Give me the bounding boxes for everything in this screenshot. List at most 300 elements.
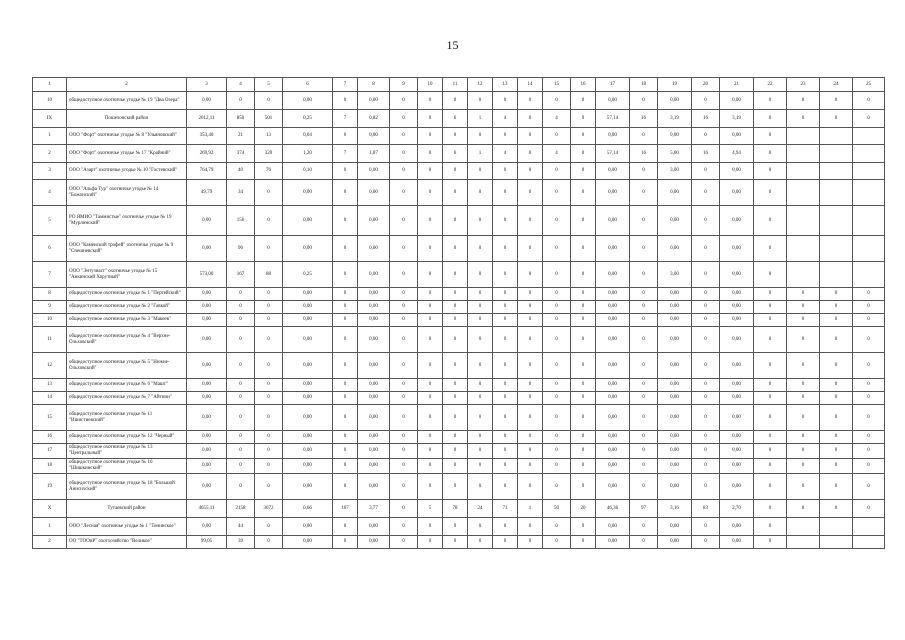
table-cell: 0 <box>493 180 518 206</box>
table-cell: 0 <box>518 459 543 474</box>
table-cell: 5 <box>33 206 67 236</box>
table-cell: 0 <box>820 474 853 500</box>
table-cell: 0,00 <box>358 444 390 459</box>
row-name-cell: ООО "Альфа Тур" охотничье угодье № 14 "Божонский" <box>67 180 187 206</box>
table-cell: 0,00 <box>658 392 692 405</box>
table-cell: 0,00 <box>658 405 692 431</box>
table-cell: 0,00 <box>358 474 390 500</box>
table-cell: 0 <box>630 392 658 405</box>
table-cell: 0 <box>692 405 720 431</box>
table-cell: 0 <box>853 444 885 459</box>
table-cell: 0,00 <box>596 431 630 444</box>
column-header-23: 23 <box>787 78 820 92</box>
table-cell: 0 <box>493 206 518 236</box>
table-cell: 0 <box>787 431 820 444</box>
table-cell: 0 <box>692 236 720 262</box>
table-cell: 0 <box>418 206 443 236</box>
table-cell: 0 <box>630 92 658 110</box>
table-cell <box>820 236 853 262</box>
table-cell: 0 <box>543 327 571 353</box>
table-cell: 0 <box>468 459 493 474</box>
table-cell: 0 <box>468 405 493 431</box>
table-cell: 1 <box>518 500 543 518</box>
row-name-cell: общедоступное охотничье угодье № 3 "Макеев" <box>67 314 187 327</box>
table-cell: 0,00 <box>187 392 227 405</box>
table-cell: 0 <box>418 163 443 180</box>
row-name-cell: общедоступное охотничье угодье № 6 "Машт" <box>67 379 187 392</box>
table-cell: 0 <box>518 110 543 128</box>
table-cell: 0,00 <box>658 353 692 379</box>
table-cell: 0 <box>468 474 493 500</box>
table-cell: 0 <box>543 536 571 549</box>
table-cell: 76 <box>255 163 283 180</box>
table-cell: 44 <box>227 518 255 536</box>
table-cell: 0,10 <box>283 163 333 180</box>
table-cell <box>820 163 853 180</box>
table-cell: 0 <box>333 518 358 536</box>
table-cell: 0,00 <box>283 92 333 110</box>
table-cell: 0 <box>418 180 443 206</box>
table-cell: 0 <box>754 110 787 128</box>
table-cell: 0,00 <box>720 444 754 459</box>
table-cell: 16 <box>33 431 67 444</box>
row-name-cell: ООО "Форт" охотничье угодье № 17 "Крайний" <box>67 145 187 163</box>
table-cell: 0 <box>468 353 493 379</box>
table-cell: 0 <box>571 459 596 474</box>
table-cell: 0 <box>692 444 720 459</box>
table-cell: 0 <box>692 536 720 549</box>
row-name-cell: общедоступное охотничье угодье № 13 "Центральный" <box>67 444 187 459</box>
table-cell: 0 <box>692 206 720 236</box>
table-cell: 0,00 <box>283 206 333 236</box>
table-cell: 0 <box>418 405 443 431</box>
table-cell: 0 <box>468 236 493 262</box>
table-cell: 0 <box>630 353 658 379</box>
table-cell: 0 <box>390 288 418 301</box>
table-cell: 0 <box>390 474 418 500</box>
table-cell: 0 <box>518 236 543 262</box>
table-cell: 0 <box>571 288 596 301</box>
table-cell: 0 <box>571 431 596 444</box>
table-cell: 0 <box>571 236 596 262</box>
table-cell: 0 <box>493 405 518 431</box>
table-cell: 0,00 <box>283 180 333 206</box>
table-cell: 0 <box>543 353 571 379</box>
table-cell: 0 <box>333 163 358 180</box>
table-cell: 0 <box>468 206 493 236</box>
table-cell: 0,00 <box>720 180 754 206</box>
table-cell: 12 <box>33 353 67 379</box>
table-cell: 0 <box>443 206 468 236</box>
table-cell: 0 <box>255 518 283 536</box>
table-cell: 78 <box>443 500 468 518</box>
table-cell: 0 <box>418 518 443 536</box>
table-cell: 0 <box>630 379 658 392</box>
table-cell: 0 <box>333 327 358 353</box>
table-row <box>33 288 885 301</box>
table-cell: 0 <box>255 92 283 110</box>
table-cell: 6 <box>443 145 468 163</box>
table-cell: 0 <box>255 180 283 206</box>
table-cell: 0 <box>543 459 571 474</box>
table-cell: 0 <box>787 92 820 110</box>
table-cell: 0 <box>255 459 283 474</box>
table-cell: 0 <box>630 314 658 327</box>
table-cell: 0 <box>820 353 853 379</box>
table-cell: 0 <box>390 327 418 353</box>
table-cell: 0 <box>630 163 658 180</box>
table-cell: 0 <box>571 536 596 549</box>
table-cell: 0,66 <box>283 500 333 518</box>
column-header-7: 7 <box>333 78 358 92</box>
table-cell: 0 <box>518 288 543 301</box>
table-cell: IX <box>33 110 67 128</box>
table-row <box>33 110 885 128</box>
table-cell: 0 <box>390 405 418 431</box>
table-cell: 0 <box>227 327 255 353</box>
table-cell: 0,00 <box>596 405 630 431</box>
table-cell: 0 <box>255 474 283 500</box>
table-cell: 0 <box>333 236 358 262</box>
table-cell: 0,00 <box>187 353 227 379</box>
column-header-3: 3 <box>187 78 227 92</box>
table-cell: 0,25 <box>283 110 333 128</box>
table-cell: 88 <box>255 262 283 288</box>
table-cell: 0 <box>468 163 493 180</box>
table-cell: 0 <box>333 431 358 444</box>
table-cell: 0 <box>418 288 443 301</box>
table-cell: 0 <box>418 474 443 500</box>
table-cell: 0 <box>493 431 518 444</box>
table-row <box>33 206 885 236</box>
table-cell: 0 <box>418 314 443 327</box>
table-cell: 0,00 <box>187 92 227 110</box>
table-cell: 0 <box>518 262 543 288</box>
table-cell: 0 <box>853 110 885 128</box>
table-cell: 0,00 <box>596 163 630 180</box>
table-cell: 0 <box>754 500 787 518</box>
row-name-cell: общедоступное охотничье угодье № 5 "Нижне-Ольховский" <box>67 353 187 379</box>
table-cell: 0,00 <box>358 92 390 110</box>
table-cell: 0,00 <box>596 353 630 379</box>
table-cell: 0,00 <box>283 474 333 500</box>
table-cell: 0 <box>787 444 820 459</box>
table-cell: 0 <box>692 474 720 500</box>
table-cell: 0 <box>571 405 596 431</box>
table-row <box>33 163 885 180</box>
table-cell: 0,00 <box>720 405 754 431</box>
table-cell: 0 <box>518 392 543 405</box>
table-cell: 0,00 <box>658 431 692 444</box>
table-cell: 1 <box>468 145 493 163</box>
table-cell: 0 <box>333 180 358 206</box>
column-header-19: 19 <box>658 78 692 92</box>
table-cell: 0 <box>754 314 787 327</box>
table-cell: 0,00 <box>187 236 227 262</box>
table-cell: 34 <box>227 180 255 206</box>
table-cell: 0 <box>853 301 885 314</box>
table-cell: 0 <box>390 392 418 405</box>
row-name-cell: общедоступное охотничье угодье № 2 "Гавкой" <box>67 301 187 314</box>
table-row <box>33 262 885 288</box>
table-cell: 0 <box>630 206 658 236</box>
table-cell: 0 <box>418 128 443 145</box>
table-cell: 0 <box>754 92 787 110</box>
table-cell: 19 <box>33 474 67 500</box>
table-cell: 0,00 <box>720 327 754 353</box>
table-cell: 0 <box>418 444 443 459</box>
row-name-cell: общедоступное охотничье угодье № 11 "Ишистиевский" <box>67 405 187 431</box>
table-cell: 0,00 <box>283 459 333 474</box>
table-cell: 0 <box>692 379 720 392</box>
table-row <box>33 518 885 536</box>
column-header-20: 20 <box>692 78 720 92</box>
table-cell: 0 <box>255 392 283 405</box>
table-cell: 4 <box>493 110 518 128</box>
column-header-6: 6 <box>283 78 333 92</box>
table-cell: 2 <box>33 536 67 549</box>
table-cell: 16 <box>692 145 720 163</box>
table-cell: 0 <box>787 110 820 128</box>
table-cell: 0 <box>255 314 283 327</box>
table-cell: 39 <box>227 536 255 549</box>
table-cell: 0,00 <box>187 431 227 444</box>
table-cell: 0,00 <box>283 392 333 405</box>
table-cell: 0 <box>754 353 787 379</box>
table-cell: 0,00 <box>596 236 630 262</box>
table-cell: 0 <box>443 431 468 444</box>
table-cell: 16 <box>692 110 720 128</box>
table-cell <box>820 206 853 236</box>
row-name-cell: общедоступное охотничье угодье № 4 "Верхне-Ольховский" <box>67 327 187 353</box>
table-cell: 0 <box>443 92 468 110</box>
table-cell: 0 <box>493 392 518 405</box>
table-cell: 0,00 <box>187 405 227 431</box>
table-cell: 0 <box>390 145 418 163</box>
table-cell: 0 <box>418 431 443 444</box>
table-cell: 0 <box>630 128 658 145</box>
table-cell: 0,00 <box>283 236 333 262</box>
table-cell: 0 <box>390 128 418 145</box>
table-cell: 0 <box>543 431 571 444</box>
table-cell: 0 <box>820 392 853 405</box>
table-cell: 0,00 <box>596 180 630 206</box>
table-cell: 50 <box>543 500 571 518</box>
table-cell: 0 <box>754 444 787 459</box>
table-cell: 0 <box>571 301 596 314</box>
table-cell: 0,00 <box>658 518 692 536</box>
table-cell: 5 <box>418 500 443 518</box>
table-cell: 0 <box>518 206 543 236</box>
table-cell: 0 <box>493 262 518 288</box>
table-cell: 0,00 <box>720 128 754 145</box>
table-cell: 0 <box>630 444 658 459</box>
column-header-18: 18 <box>630 78 658 92</box>
table-cell: 3072 <box>255 500 283 518</box>
table-cell: 0 <box>418 145 443 163</box>
table-cell: 0 <box>418 392 443 405</box>
table-cell: 0 <box>443 128 468 145</box>
table-cell: 764,79 <box>187 163 227 180</box>
table-cell: 9,00 <box>658 128 692 145</box>
table-cell: 0 <box>754 128 787 145</box>
table-cell: 0 <box>754 145 787 163</box>
table-cell: 0,00 <box>596 327 630 353</box>
table-cell: 0,00 <box>187 459 227 474</box>
table-cell <box>853 262 885 288</box>
table-cell: 0,00 <box>358 180 390 206</box>
column-header-8: 8 <box>358 78 390 92</box>
column-header-4: 4 <box>227 78 255 92</box>
table-cell: 0 <box>390 459 418 474</box>
table-cell: 0 <box>443 236 468 262</box>
table-cell: 0 <box>692 327 720 353</box>
table-cell: 0,00 <box>358 518 390 536</box>
table-cell <box>787 180 820 206</box>
table-cell: 0 <box>418 353 443 379</box>
table-cell: 0 <box>255 379 283 392</box>
table-cell: 0 <box>754 392 787 405</box>
table-cell: 0 <box>543 379 571 392</box>
table-cell: 0 <box>630 474 658 500</box>
table-cell: 4 <box>33 180 67 206</box>
table-cell: 83 <box>692 500 720 518</box>
table-cell: 7 <box>333 145 358 163</box>
table-cell: 0 <box>754 379 787 392</box>
table-cell: 0 <box>787 474 820 500</box>
table-cell: 573,00 <box>187 262 227 288</box>
table-cell: 17 <box>33 444 67 459</box>
table-cell: 0 <box>543 392 571 405</box>
table-cell: 0 <box>820 288 853 301</box>
table-row <box>33 301 885 314</box>
table-cell: 0 <box>333 474 358 500</box>
table-cell: 0,00 <box>358 128 390 145</box>
row-name-cell: Пошехонский район <box>67 110 187 128</box>
table-cell: 0 <box>630 236 658 262</box>
table-cell: 0 <box>390 262 418 288</box>
table-cell: 0,00 <box>358 405 390 431</box>
table-cell <box>787 262 820 288</box>
table-cell <box>853 536 885 549</box>
table-cell: 0 <box>543 163 571 180</box>
table-cell: 0,00 <box>720 206 754 236</box>
table-cell: 0 <box>692 459 720 474</box>
table-cell: 0 <box>418 301 443 314</box>
table-cell: 0 <box>227 474 255 500</box>
table-cell: 0 <box>543 262 571 288</box>
table-cell: 0,00 <box>720 459 754 474</box>
table-cell: 0,00 <box>187 379 227 392</box>
table-cell: 0 <box>630 301 658 314</box>
table-cell: 0 <box>543 405 571 431</box>
table-body <box>33 78 885 549</box>
row-name-cell: общедоступное охотничье угодье № 12 "Черный" <box>67 431 187 444</box>
table-cell: 0 <box>754 474 787 500</box>
table-cell: 0,00 <box>720 301 754 314</box>
table-cell: 0,00 <box>720 314 754 327</box>
table-cell <box>853 180 885 206</box>
table-cell: 0 <box>443 353 468 379</box>
table-cell: 15 <box>33 405 67 431</box>
table-cell: 0 <box>787 301 820 314</box>
table-cell: 57,14 <box>596 110 630 128</box>
table-cell: 0 <box>853 405 885 431</box>
table-cell: 0,00 <box>720 262 754 288</box>
column-header-21: 21 <box>720 78 754 92</box>
table-cell: 0 <box>468 180 493 206</box>
table-cell: 0 <box>443 262 468 288</box>
table-row <box>33 145 885 163</box>
table-cell: 10 <box>33 314 67 327</box>
table-cell: 0 <box>443 180 468 206</box>
table-cell: 0,00 <box>596 474 630 500</box>
table-cell: 0 <box>255 301 283 314</box>
table-cell: 0 <box>853 314 885 327</box>
table-cell: 20 <box>571 500 596 518</box>
table-cell: 0 <box>493 314 518 327</box>
table-cell: 0 <box>227 405 255 431</box>
table-cell <box>853 145 885 163</box>
table-cell <box>820 536 853 549</box>
table-cell: 0 <box>754 288 787 301</box>
table-cell: 2158 <box>227 500 255 518</box>
table-cell: 353,40 <box>187 128 227 145</box>
table-cell: 320 <box>255 145 283 163</box>
table-cell: 0 <box>853 459 885 474</box>
table-cell: 0,00 <box>358 392 390 405</box>
table-cell: 97 <box>630 500 658 518</box>
table-row <box>33 444 885 459</box>
table-cell: 0 <box>543 236 571 262</box>
table-cell: 0,00 <box>658 459 692 474</box>
table-cell: 0 <box>820 327 853 353</box>
table-cell: 0 <box>630 459 658 474</box>
table-cell: 0 <box>543 314 571 327</box>
row-name-cell: общедоступное охотничье угодье № 16 "Шишкинский" <box>67 459 187 474</box>
table-cell: 0,00 <box>358 314 390 327</box>
table-cell: 0,00 <box>187 474 227 500</box>
table-cell: 3,16 <box>658 500 692 518</box>
table-cell: 0 <box>787 314 820 327</box>
table-cell: 0 <box>390 92 418 110</box>
table-cell: 0 <box>468 128 493 145</box>
table-cell: 0 <box>630 288 658 301</box>
table-cell: 0 <box>787 500 820 518</box>
table-cell: 0 <box>255 353 283 379</box>
table-cell: 0 <box>443 392 468 405</box>
table-cell: 0 <box>692 518 720 536</box>
table-cell: 0 <box>754 236 787 262</box>
table-cell: 0 <box>518 474 543 500</box>
table-cell: 0,00 <box>358 288 390 301</box>
table-cell: 0,00 <box>596 262 630 288</box>
table-cell: 0 <box>853 431 885 444</box>
table-cell: 0 <box>820 459 853 474</box>
column-header-25: 25 <box>853 78 885 92</box>
table-cell: 1 <box>468 110 493 128</box>
table-cell: 3,77 <box>358 500 390 518</box>
table-cell: 0 <box>787 379 820 392</box>
table-cell: 46,36 <box>596 500 630 518</box>
table-cell: 0,00 <box>187 444 227 459</box>
table-cell: 0,00 <box>658 379 692 392</box>
table-cell: 0,00 <box>283 379 333 392</box>
table-cell: 0 <box>630 327 658 353</box>
table-cell: 0 <box>518 163 543 180</box>
table-cell: 0,00 <box>658 301 692 314</box>
table-cell: 0,00 <box>658 314 692 327</box>
